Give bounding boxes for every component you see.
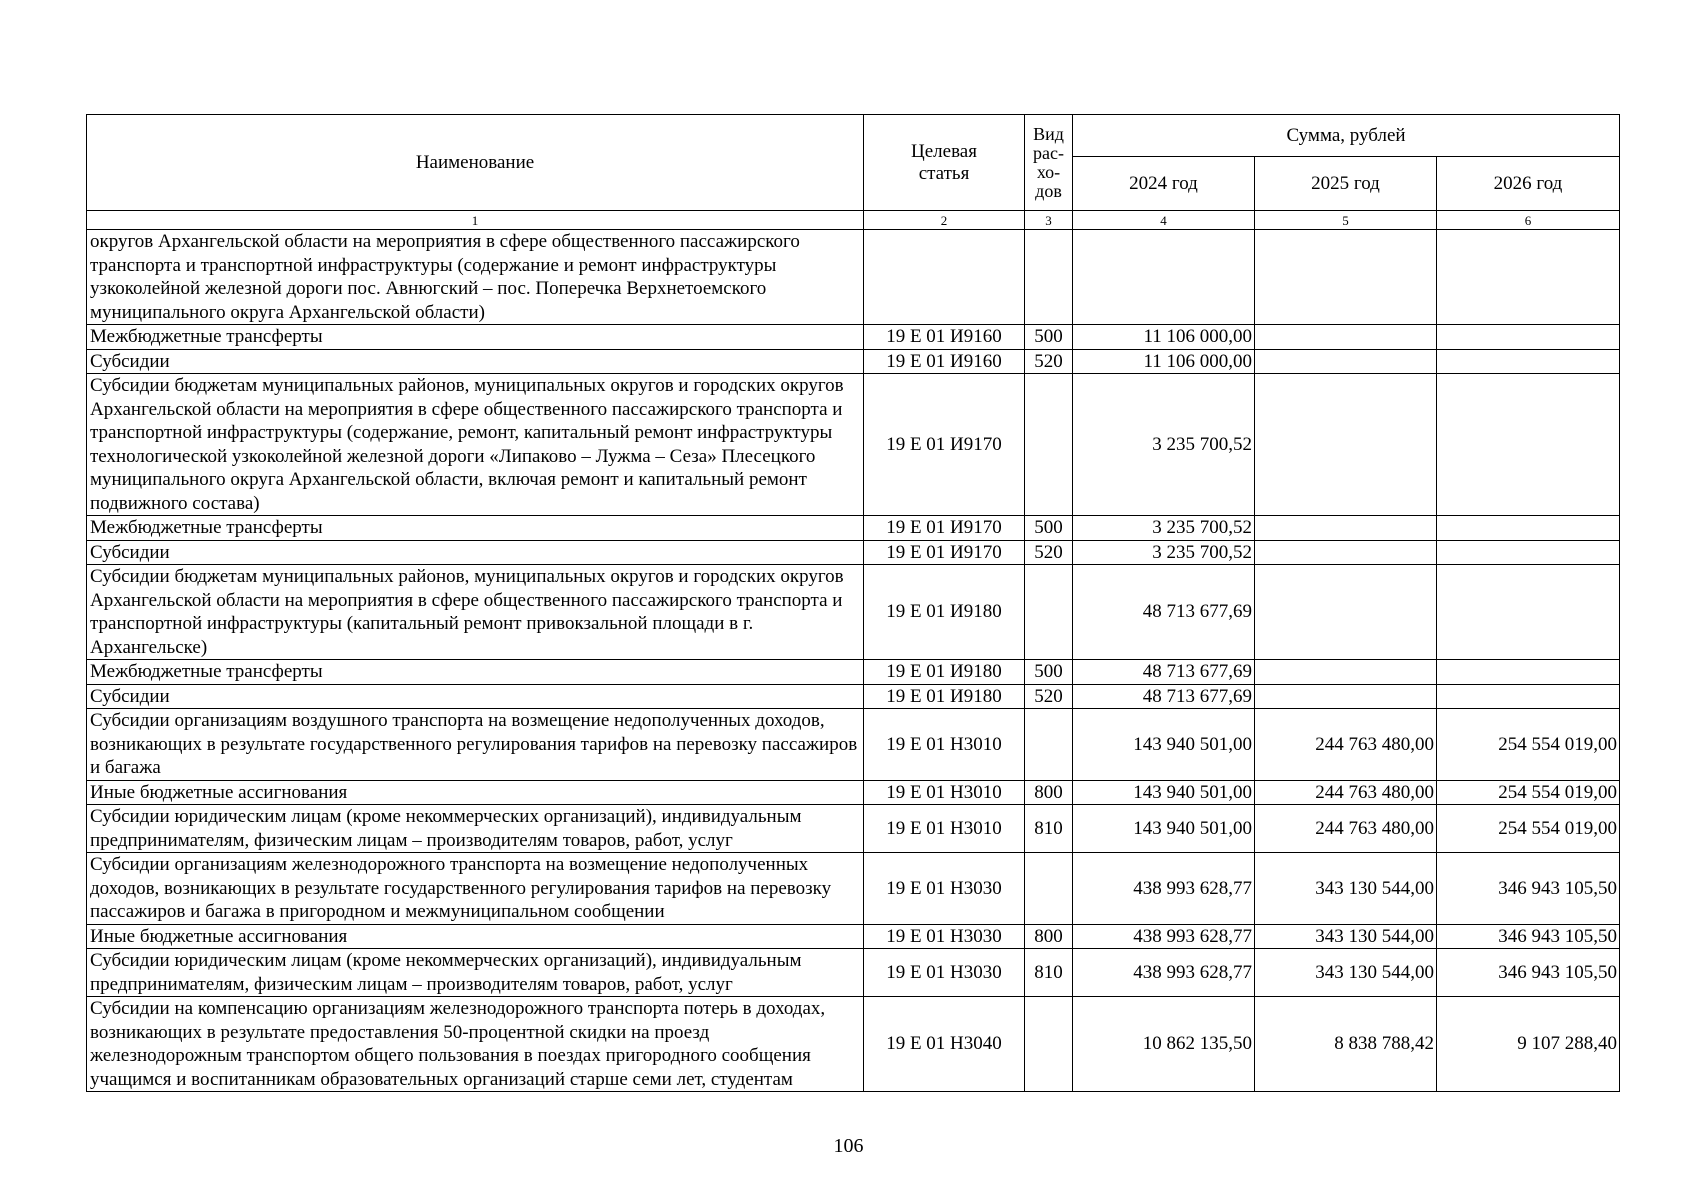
header-expense-type	[1025, 115, 1073, 211]
amount-2025-cell	[1255, 325, 1437, 350]
target-article-cell: 19 Е 01 И9180	[864, 565, 1025, 660]
header-year-2026: 2026 год	[1437, 157, 1620, 211]
target-article-cell: 19 Е 01 И9180	[864, 660, 1025, 685]
row-name-cell: Субсидии организациям железнодорожного транспорта на возмещение недополученных доходов, возникающих в результате государственного регулирования тарифов на перевозку пассажиров и багажа в пригородном и межмуниципальном сообщении	[87, 853, 864, 925]
amount-2024-cell: 143 940 501,00	[1073, 780, 1255, 805]
header-name: Наименование	[87, 115, 864, 211]
table-row	[87, 780, 1620, 805]
amount-2026-cell: 346 943 105,50	[1437, 853, 1620, 925]
row-name-cell: Иные бюджетные ассигнования	[87, 924, 864, 949]
amount-2025-cell: 343 130 544,00	[1255, 949, 1437, 997]
target-article-cell: 19 Е 01 И9160	[864, 349, 1025, 374]
expense-type-cell	[1025, 565, 1073, 660]
row-name-cell: Субсидии	[87, 349, 864, 374]
amount-2024-cell: 438 993 628,77	[1073, 949, 1255, 997]
target-article-cell: 19 Е 01 И9160	[864, 325, 1025, 350]
header-expense-type-line: дов	[1035, 180, 1062, 201]
expense-type-cell	[1025, 853, 1073, 925]
amount-2024-cell: 3 235 700,52	[1073, 540, 1255, 565]
table-row	[87, 230, 1620, 325]
page-number: 106	[833, 1135, 864, 1157]
expense-type-cell	[1025, 230, 1073, 325]
amount-2025-cell	[1255, 684, 1437, 709]
table-row	[87, 325, 1620, 350]
table-row	[87, 924, 1620, 949]
table-row	[87, 540, 1620, 565]
amount-2026-cell	[1437, 684, 1620, 709]
amount-2026-cell	[1437, 565, 1620, 660]
header-expense-type-line: хо-	[1036, 161, 1061, 182]
amount-2026-cell: 254 554 019,00	[1437, 709, 1620, 781]
amount-2026-cell	[1437, 540, 1620, 565]
row-name-cell: Иные бюджетные ассигнования	[87, 780, 864, 805]
amount-2026-cell: 346 943 105,50	[1437, 949, 1620, 997]
expense-type-cell: 800	[1025, 924, 1073, 949]
target-article-cell: 19 Е 01 Н3040	[864, 997, 1025, 1092]
amount-2024-cell: 143 940 501,00	[1073, 709, 1255, 781]
target-article-cell: 19 Е 01 Н3010	[864, 805, 1025, 853]
expense-type-cell	[1025, 374, 1073, 516]
target-article-cell: 19 Е 01 И9180	[864, 684, 1025, 709]
table-row	[87, 684, 1620, 709]
row-name-cell: Межбюджетные трансферты	[87, 660, 864, 685]
table-row	[87, 949, 1620, 997]
amount-2025-cell	[1255, 374, 1437, 516]
amount-2025-cell	[1255, 540, 1437, 565]
amount-2024-cell: 143 940 501,00	[1073, 805, 1255, 853]
target-article-cell: 19 Е 01 Н3030	[864, 853, 1025, 925]
expense-type-cell: 810	[1025, 949, 1073, 997]
expense-type-cell: 520	[1025, 684, 1073, 709]
amount-2026-cell	[1437, 325, 1620, 350]
table-body	[87, 230, 1620, 1092]
row-name-cell: Межбюджетные трансферты	[87, 516, 864, 541]
amount-2024-cell: 438 993 628,77	[1073, 924, 1255, 949]
amount-2024-cell: 438 993 628,77	[1073, 853, 1255, 925]
amount-2025-cell: 343 130 544,00	[1255, 853, 1437, 925]
expense-type-cell: 500	[1025, 660, 1073, 685]
header-year-2024: 2024 год	[1073, 157, 1255, 211]
header-expense-type-line: рас-	[1033, 142, 1064, 163]
row-name-cell: Субсидии организациям воздушного транспорта на возмещение недополученных доходов, возникающих в результате государственного регулирования тарифов на перевозку пассажиров и багажа	[87, 709, 864, 781]
amount-2024-cell: 10 862 135,50	[1073, 997, 1255, 1092]
expense-type-cell: 800	[1025, 780, 1073, 805]
amount-2024-cell: 48 713 677,69	[1073, 660, 1255, 685]
expense-type-cell: 500	[1025, 516, 1073, 541]
row-name-cell: округов Архангельской области на мероприятия в сфере общественного пассажирского транспорта и транспортной инфраструктуры (содержание и ремонт инфраструктуры узкоколейной железной дороги пос. Авнюгский – пос. Поперечка Верхнетоемского муниципального округа Архангельской области)	[87, 230, 864, 325]
amount-2026-cell: 254 554 019,00	[1437, 780, 1620, 805]
column-number: 2	[864, 211, 1025, 230]
amount-2025-cell	[1255, 565, 1437, 660]
column-number: 3	[1025, 211, 1073, 230]
table-row	[87, 805, 1620, 853]
amount-2025-cell	[1255, 349, 1437, 374]
column-number: 4	[1073, 211, 1255, 230]
table-row	[87, 853, 1620, 925]
table-header	[87, 115, 1620, 230]
amount-2025-cell	[1255, 660, 1437, 685]
row-name-cell: Субсидии на компенсацию организациям железнодорожного транспорта потерь в доходах, возникающих в результате предоставления 50-процентной скидки на проезд железнодорожным транспортом общего пользования в поездах пригородного сообщения учащимся и воспитанникам образовательных организаций старше семи лет, студентам	[87, 997, 864, 1092]
row-name-cell: Субсидии	[87, 540, 864, 565]
target-article-cell: 19 Е 01 Н3010	[864, 780, 1025, 805]
target-article-cell: 19 Е 01 Н3030	[864, 924, 1025, 949]
column-number: 6	[1437, 211, 1620, 230]
target-article-cell: 19 Е 01 И9170	[864, 516, 1025, 541]
table-row	[87, 516, 1620, 541]
column-number-row	[87, 211, 1620, 230]
amount-2024-cell: 48 713 677,69	[1073, 684, 1255, 709]
target-article-cell: 19 Е 01 И9170	[864, 540, 1025, 565]
amount-2024-cell: 3 235 700,52	[1073, 516, 1255, 541]
amount-2025-cell: 244 763 480,00	[1255, 709, 1437, 781]
header-target-article: Целевая статья	[864, 115, 1025, 211]
amount-2024-cell: 11 106 000,00	[1073, 325, 1255, 350]
row-name-cell: Субсидии бюджетам муниципальных районов, муниципальных округов и городских округов Архангельской области на мероприятия в сфере общественного пассажирского транспорта и транспортной инфраструктуры (содержание, ремонт, капитальный ремонт инфраструктуры технологической узкоколейной железной дороги «Липаково – Лужма – Сеза» Плесецкого муниципального округа Архангельской области, включая ремонт и капитальный ремонт подвижного состава)	[87, 374, 864, 516]
amount-2024-cell: 11 106 000,00	[1073, 349, 1255, 374]
amount-2025-cell: 244 763 480,00	[1255, 805, 1437, 853]
amount-2026-cell: 346 943 105,50	[1437, 924, 1620, 949]
target-article-cell: 19 Е 01 Н3010	[864, 709, 1025, 781]
column-number: 1	[87, 211, 864, 230]
table-row	[87, 660, 1620, 685]
header-expense-type-line: Вид	[1033, 123, 1064, 144]
expense-type-cell: 500	[1025, 325, 1073, 350]
amount-2025-cell: 244 763 480,00	[1255, 780, 1437, 805]
row-name-cell: Межбюджетные трансферты	[87, 325, 864, 350]
amount-2024-cell	[1073, 230, 1255, 325]
target-article-cell: 19 Е 01 Н3030	[864, 949, 1025, 997]
column-number: 5	[1255, 211, 1437, 230]
table-row	[87, 374, 1620, 516]
budget-table	[86, 114, 1620, 1092]
row-name-cell: Субсидии бюджетам муниципальных районов, муниципальных округов и городских округов Архангельской области на мероприятия в сфере общественного пассажирского транспорта и транспортной инфраструктуры (капитальный ремонт привокзальной площади в г. Архангельске)	[87, 565, 864, 660]
amount-2025-cell	[1255, 230, 1437, 325]
expense-type-cell: 520	[1025, 540, 1073, 565]
target-article-cell: 19 Е 01 И9170	[864, 374, 1025, 516]
amount-2026-cell: 9 107 288,40	[1437, 997, 1620, 1092]
amount-2024-cell: 3 235 700,52	[1073, 374, 1255, 516]
table-row	[87, 709, 1620, 781]
expense-type-cell	[1025, 709, 1073, 781]
row-name-cell: Субсидии юридическим лицам (кроме некоммерческих организаций), индивидуальным предпринимателям, физическим лицам – производителям товаров, работ, услуг	[87, 805, 864, 853]
amount-2026-cell	[1437, 660, 1620, 685]
amount-2026-cell	[1437, 349, 1620, 374]
amount-2026-cell	[1437, 374, 1620, 516]
amount-2026-cell	[1437, 516, 1620, 541]
amount-2026-cell: 254 554 019,00	[1437, 805, 1620, 853]
row-name-cell: Субсидии юридическим лицам (кроме некоммерческих организаций), индивидуальным предпринимателям, физическим лицам – производителям товаров, работ, услуг	[87, 949, 864, 997]
amount-2025-cell	[1255, 516, 1437, 541]
target-article-cell	[864, 230, 1025, 325]
expense-type-cell	[1025, 997, 1073, 1092]
table-row	[87, 565, 1620, 660]
expense-type-cell: 520	[1025, 349, 1073, 374]
amount-2025-cell: 8 838 788,42	[1255, 997, 1437, 1092]
table-row	[87, 349, 1620, 374]
row-name-cell: Субсидии	[87, 684, 864, 709]
amount-2026-cell	[1437, 230, 1620, 325]
table-row	[87, 997, 1620, 1092]
expense-type-cell: 810	[1025, 805, 1073, 853]
header-sum-group: Сумма, рублей	[1073, 115, 1620, 157]
header-year-2025: 2025 год	[1255, 157, 1437, 211]
amount-2025-cell: 343 130 544,00	[1255, 924, 1437, 949]
amount-2024-cell: 48 713 677,69	[1073, 565, 1255, 660]
